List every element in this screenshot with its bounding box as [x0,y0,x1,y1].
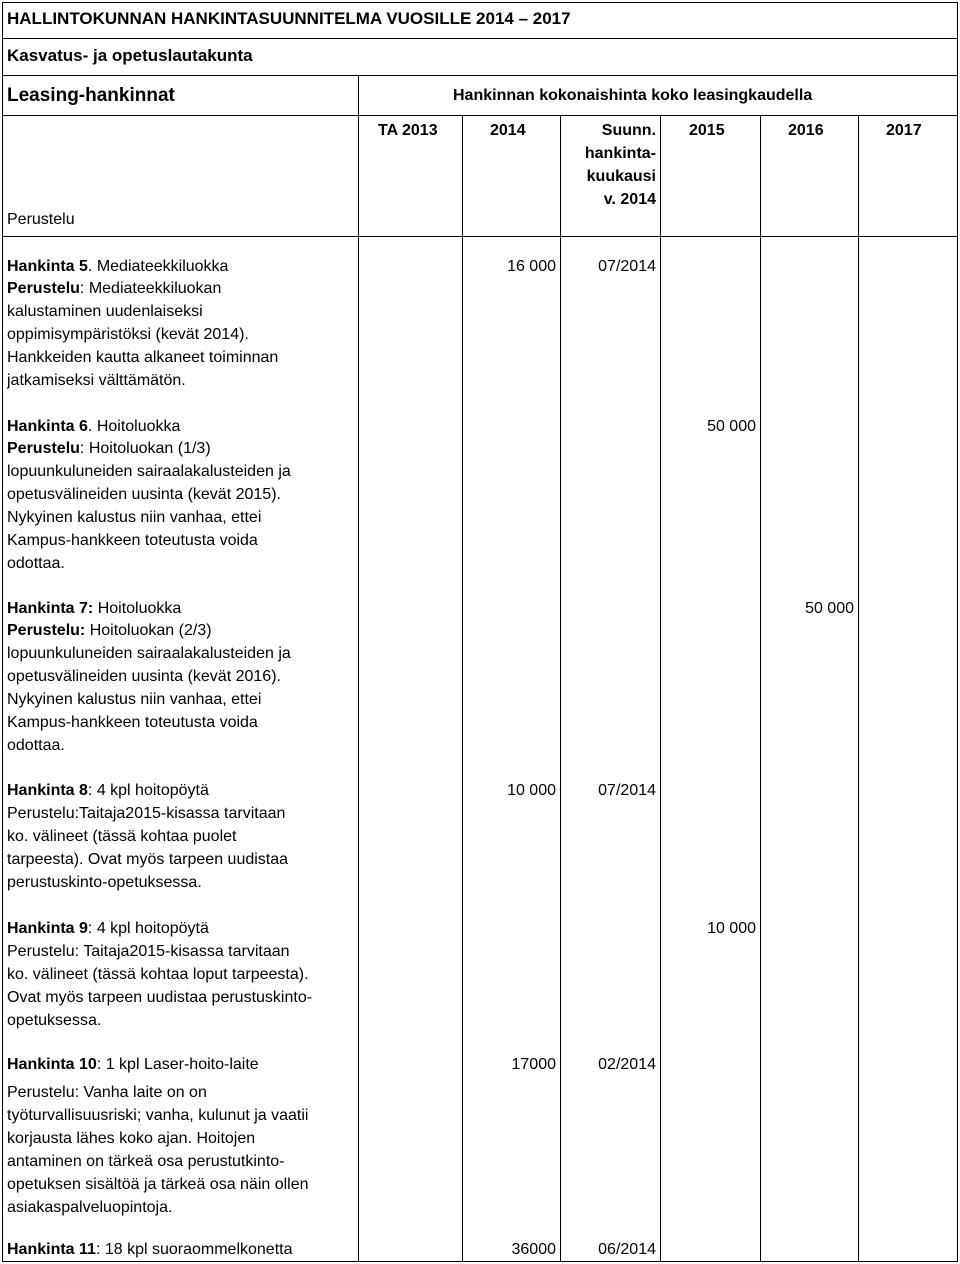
justification-label: Perustelu [7,440,80,457]
item-title [7,258,228,276]
justification-line: ko. välineet (tässä kohtaa loput tarpeesta). [7,966,309,983]
item-label: Hankinta 10 [7,1056,97,1073]
item-justification [7,619,291,757]
item-value-2016: 50 000 [805,600,854,617]
justification-label: Perustelu: [7,1084,80,1101]
column-header-month-2: hankinta- [584,145,656,162]
justification-line: kalustaminen uudenlaiseksi [7,303,203,320]
divider-title [2,38,958,39]
border-bottom [2,1261,958,1262]
justification-line: jatkamiseksi välttämätön. [7,372,186,389]
divider-header [2,236,958,237]
item-name: . Hoitoluokka [87,418,181,435]
justification-header: Perustelu [7,211,75,228]
column-line-2017 [858,115,859,1261]
justification-line: oppimisympäristöksi (kevät 2014). [7,326,249,343]
item-title [7,418,180,436]
justification-line: lopuunkuluneiden sairaalakalusteiden ja [7,645,291,662]
justification-line: työturvallisuusriski; vanha, kulunut ja vaatii [7,1107,309,1124]
justification-label: Perustelu: [7,622,86,639]
column-line-2015 [660,115,661,1261]
column-header-2015: 2015 [689,122,725,139]
item-value-2014: 17000 [511,1056,556,1073]
item-title [7,920,209,938]
item-label: Hankinta 6 [7,418,88,435]
justification-line: ko. välineet (tässä kohtaa puolet [7,828,237,845]
justification-line: Nykyinen kalustus niin vanhaa, ettei [7,509,262,526]
justification-line: : Mediateekkiluokan [79,280,222,297]
border-top [2,2,958,3]
justification-line: Taitaja2015-kisassa tarvitaan [79,943,290,960]
justification-line: korjausta lähes koko ajan. Hoitojen [7,1130,256,1147]
justification-line: odottaa. [7,555,65,572]
column-header-ta2013: TA 2013 [378,122,438,139]
item-title [7,1241,292,1259]
item-month: 07/2014 [598,782,656,799]
justification-line: opetusvälineiden uusinta (kevät 2015). [7,486,281,503]
justification-line: lopuunkuluneiden sairaalakalusteiden ja [7,463,291,480]
item-name: : 18 kpl suoraommelkonetta [95,1241,293,1258]
justification-label: Perustelu: [7,805,80,822]
item-value-2014: 16 000 [507,258,556,275]
item-label: Hankinta 7: [7,600,94,617]
column-header-month-1: Suunn. [601,122,656,139]
item-title [7,782,209,800]
justification-line: odottaa. [7,737,65,754]
border-right [957,2,958,1261]
item-name: : 4 kpl hoitopöytä [87,920,209,937]
item-justification [7,1081,309,1219]
item-label: Hankinta 8 [7,782,88,799]
justification-line: Nykyinen kalustus niin vanhaa, ettei [7,691,262,708]
justification-line: Kampus-hankkeen toteutusta voida [7,714,258,731]
border-left [2,2,3,1261]
divider-section [2,115,958,116]
justification-line: antaminen on tärkeä osa perustutkinto- [7,1153,285,1170]
justification-label: Perustelu [7,280,80,297]
justification-label: Perustelu: [7,943,80,960]
justification-line: opetuksen sisältöä ja tärkeä osa näin ollen [7,1176,309,1193]
item-value-2014: 10 000 [507,782,556,799]
item-title [7,1056,259,1074]
item-name: . Mediateekkiluokka [87,258,229,275]
justification-line: Taitaja2015-kisassa tarvitaan [79,805,286,822]
page-title: HALLINTOKUNNAN HANKINTASUUNNITELMA VUOSILLE 2014 – 2017 [7,9,571,28]
justification-line: Hoitoluokan (2/3) [85,622,212,639]
item-justification [7,940,312,1032]
item-month: 07/2014 [598,258,656,275]
item-value-2015: 10 000 [707,920,756,937]
price-heading: Hankinnan kokonaishinta koko leasingkaudella [453,87,813,104]
column-line-2016 [760,115,761,1261]
justification-line: asiakaspalveluopintoja. [7,1199,173,1216]
justification-line: tarpeesta). Ovat myös tarpeen uudistaa [7,851,289,868]
item-title [7,600,181,618]
item-label: Hankinta 11 [7,1241,96,1258]
justification-line: Vanha laite on on [79,1084,207,1101]
item-justification [7,802,288,894]
item-name: : 1 kpl Laser-hoito-laite [96,1056,259,1073]
justification-line: opetusvälineiden uusinta (kevät 2016). [7,668,281,685]
justification-line: Ovat myös tarpeen uudistaa perustuskinto- [7,989,313,1006]
item-justification [7,437,291,575]
column-line-2014 [462,115,463,1261]
column-header-month-3: kuukausi [586,168,656,185]
justification-line: Kampus-hankkeen toteutusta voida [7,532,258,549]
board-name: Kasvatus- ja opetuslautakunta [7,46,253,65]
section-title: Leasing-hankinnat [7,85,175,106]
column-line-month [560,115,561,1261]
item-month: 06/2014 [598,1241,656,1258]
justification-line: opetuksessa. [7,1012,102,1029]
item-name: Hoitoluokka [93,600,182,617]
item-value-2014: 36000 [511,1241,556,1258]
column-header-2016: 2016 [788,122,824,139]
justification-line: Hankkeiden kautta alkaneet toiminnan [7,349,279,366]
item-justification [7,277,278,392]
justification-line: : Hoitoluokan (1/3) [79,440,211,457]
item-label: Hankinta 9 [7,920,88,937]
item-month: 02/2014 [598,1056,656,1073]
column-line-ta2013 [358,75,359,1261]
column-header-2014: 2014 [490,122,526,139]
divider-board [2,75,958,76]
item-value-2015: 50 000 [707,418,756,435]
justification-line: perustuskinto-opetuksessa. [7,874,202,891]
item-label: Hankinta 5 [7,258,88,275]
column-header-month-4: v. 2014 [603,191,656,208]
column-header-2017: 2017 [886,122,922,139]
item-name: : 4 kpl hoitopöytä [87,782,209,799]
